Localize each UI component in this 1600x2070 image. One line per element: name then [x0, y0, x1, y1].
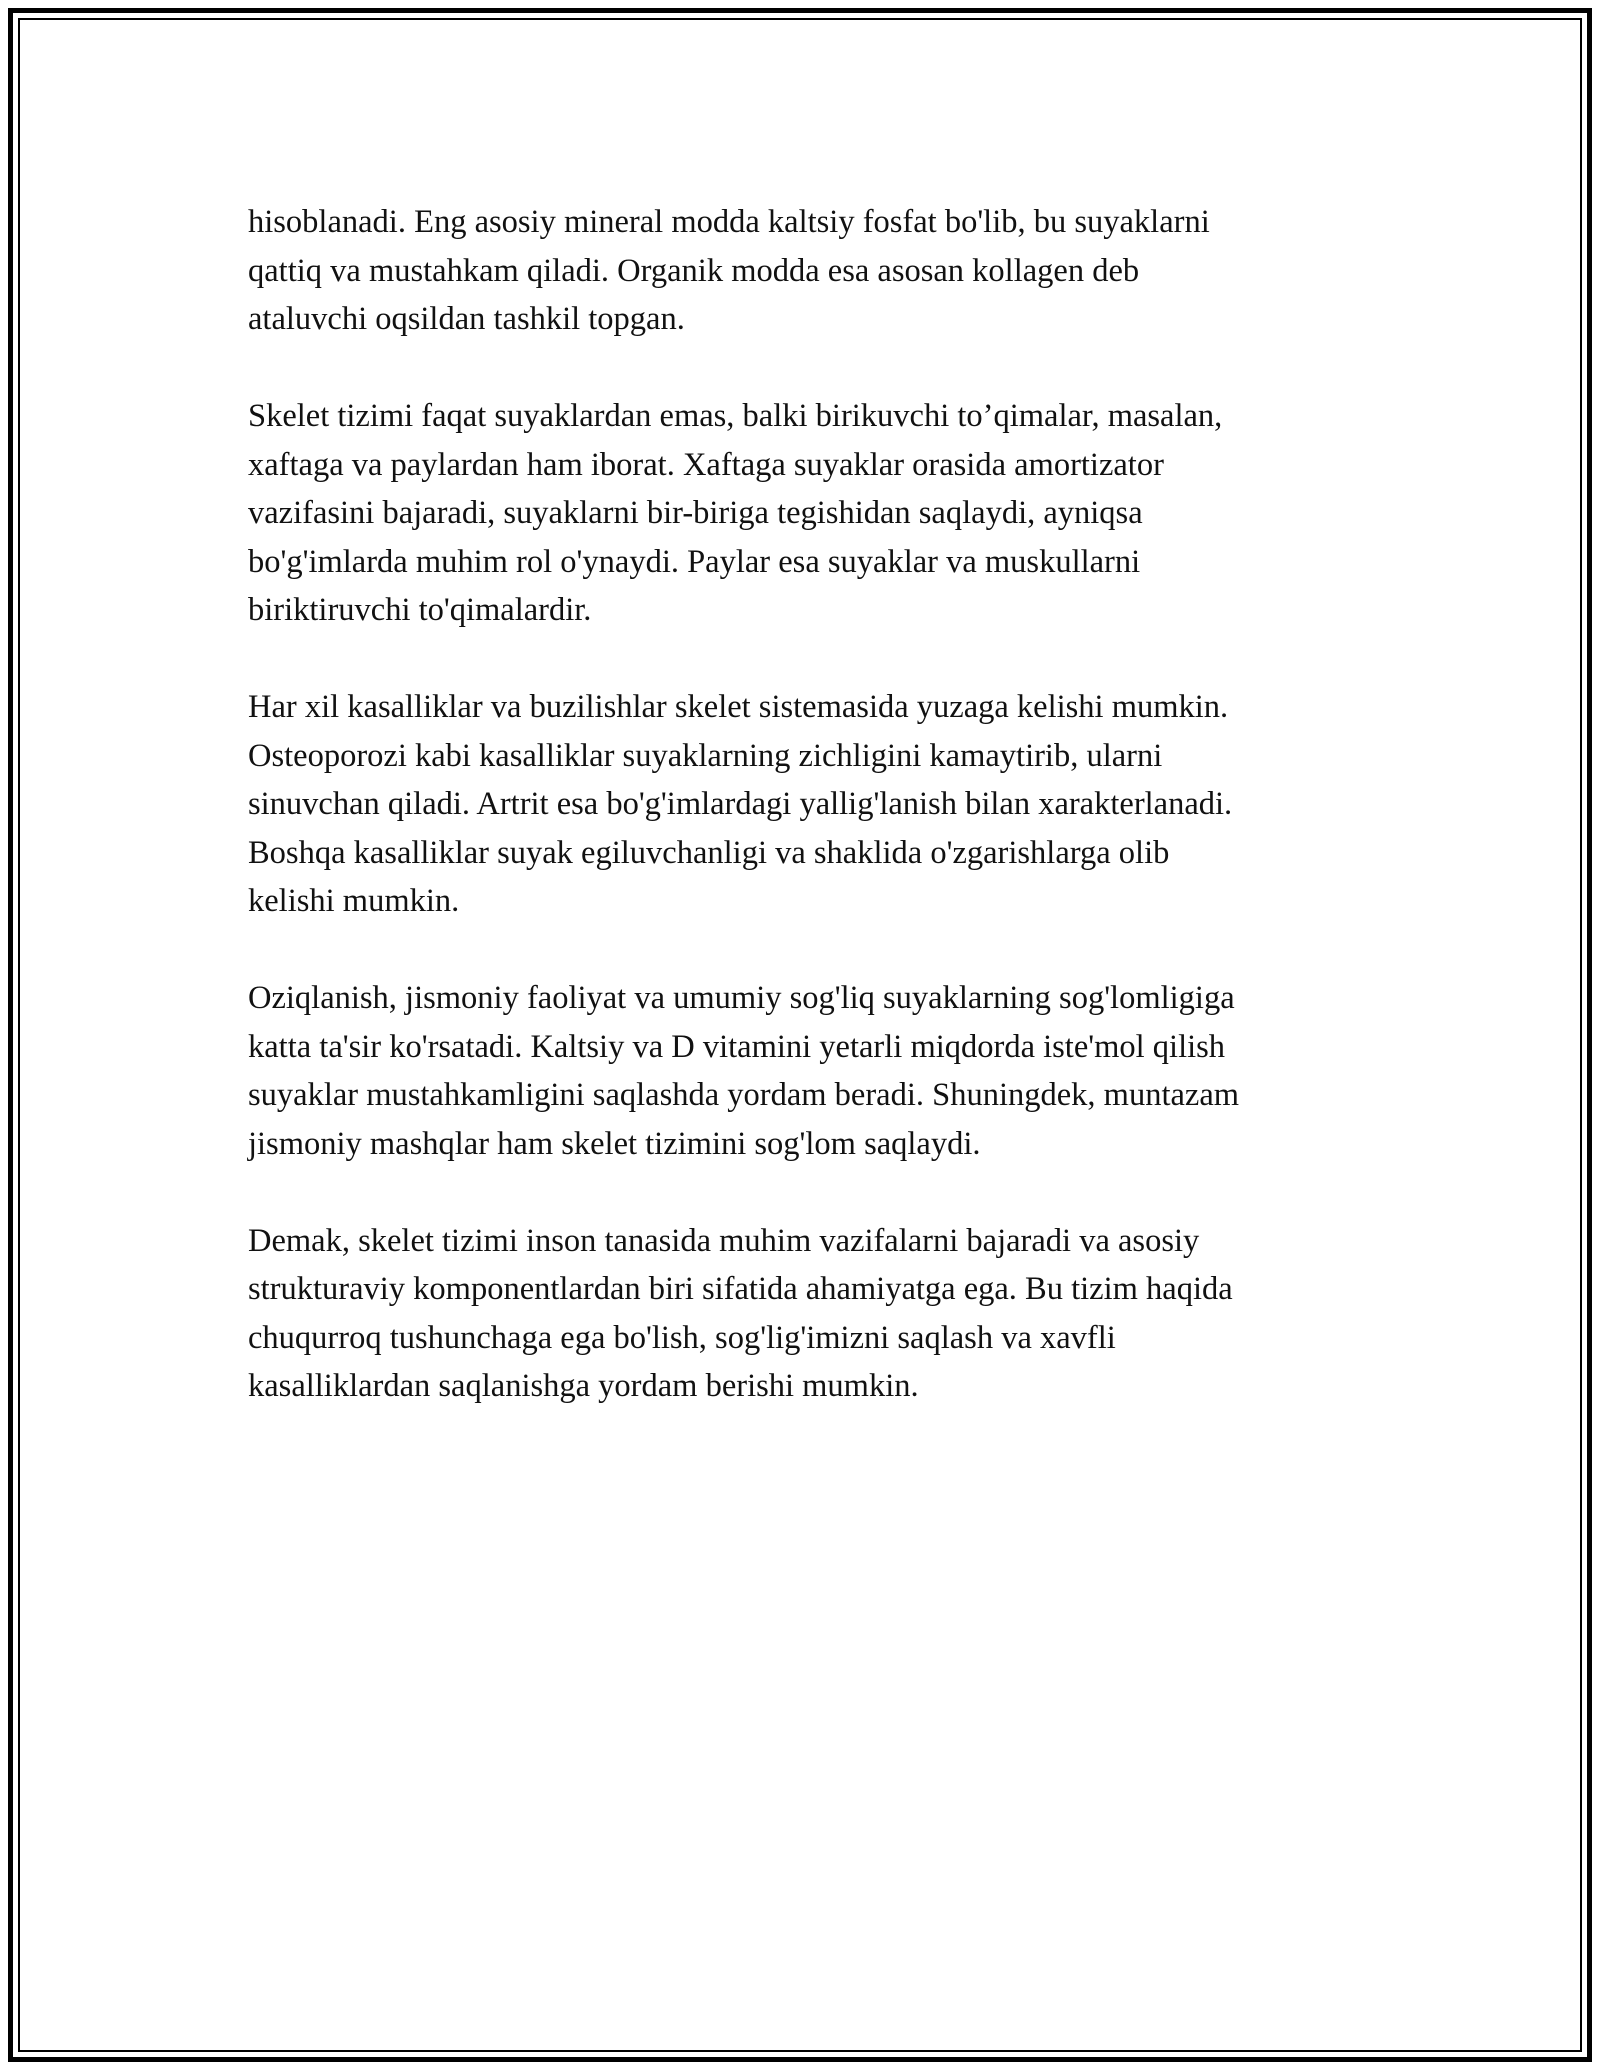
page-border [8, 8, 1592, 2062]
paragraph-4: Oziqlanish, jismoniy faoliyat va umumiy sog'liq suyaklarning sog'lomligiga katta ta'sir ko'rsatadi. Kaltsiy va D vitamini yetarli miqdorda iste'mol qilish suyaklar mustahkamligini saqlashda yordam beradi. Shuningdek, muntazam jismoniy mashqlar ham skelet tizimini sog'lom saqlaydi. [248, 980, 1240, 1162]
paragraph-1: hisoblanadi. Eng asosiy mineral modda kaltsiy fosfat bo'lib, bu suyaklarni qattiq va mustahkam qiladi. Organik modda esa asosan kollagen deb ataluvchi oqsildan tashkil topgan. [248, 204, 1210, 337]
paragraph-5: Demak, skelet tizimi inson tanasida muhim vazifalarni bajaradi va asosiy strukturaviy komponentlardan biri sifatida ahamiyatga ega. Bu tizim haqida chuqurroq tushunchaga ega bo'lish, sog'lig'imizni saqlash va xavfli kasalliklardan saqlanishga yordam berishi mumkin. [248, 1222, 1233, 1404]
paragraph-2: Skelet tizimi faqat suyaklardan emas, balki birikuvchi to’qimalar, masalan, xaftaga va paylardan ham iborat. Xaftaga suyaklar orasida amortizator vazifasini bajaradi, suyaklarni bir-biriga tegishidan saqlaydi, ayniqsa bo'g'imlarda muhim rol o'ynaydi. Paylar esa suyaklar va muskullarni biriktiruvchi to'qimalardir. [248, 398, 1223, 628]
paragraph-3: Har xil kasalliklar va buzilishlar skelet sistemasida yuzaga kelishi mumkin. Osteoporozi kabi kasalliklar suyaklarning zichligini kamaytirib, ularni sinuvchan qiladi. Artrit esa bo'g'imlardagi yallig'lanish bilan xarakterlanadi. Boshqa kasalliklar suyak egiluvchanligi va shaklida o'zgarishlarga olib kelishi mumkin. [248, 689, 1233, 919]
document-body [248, 198, 1388, 1459]
